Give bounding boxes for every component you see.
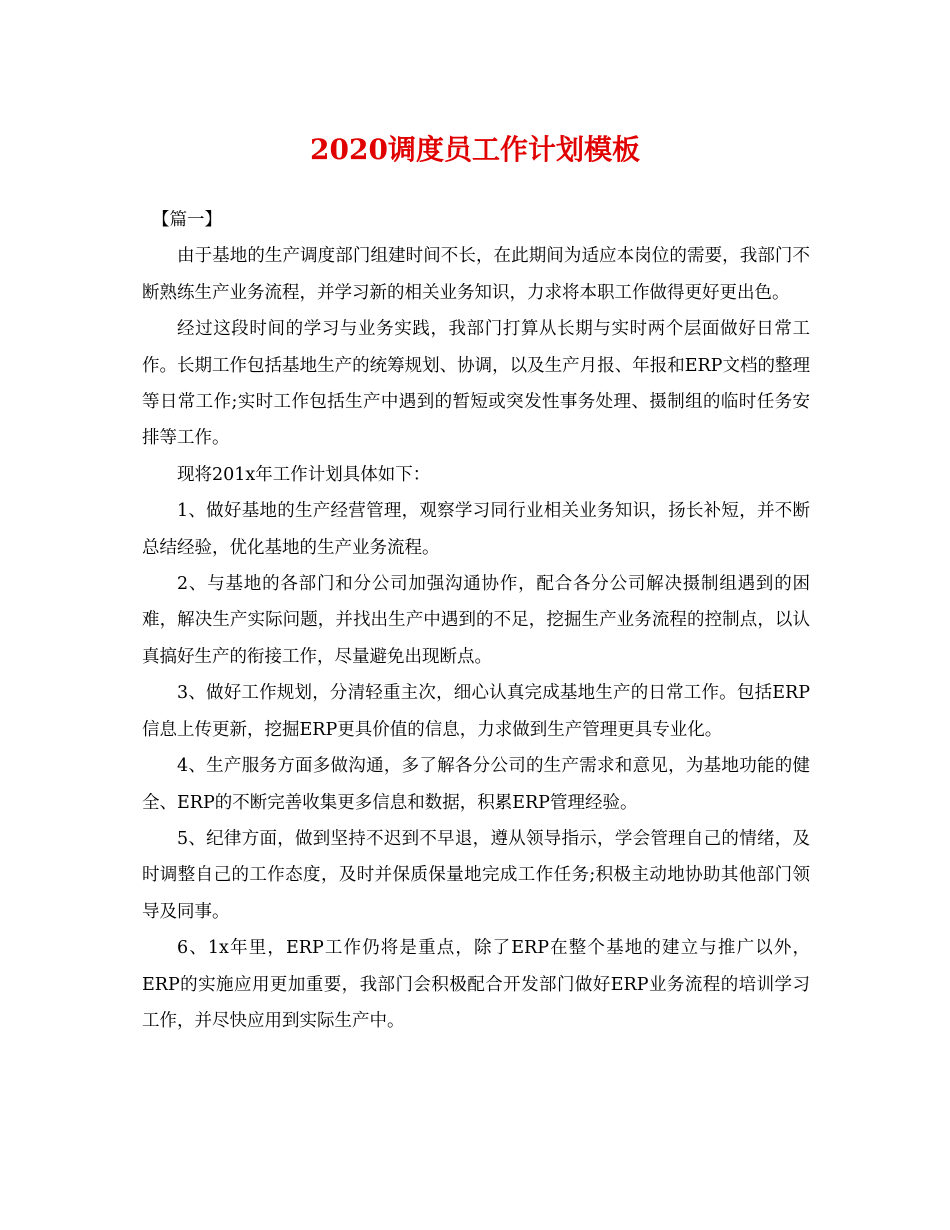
plan-item-2: 2、与基地的各部门和分公司加强沟通协作，配合各分公司解决摄制组遇到的困难，解决生产实际问题，并找出生产中遇到的不足，挖掘生产业务流程的控制点，以认真搞好生产的衔接工作，尽量避免出现断点。 — [142, 574, 810, 667]
section-label: 【篇一】 — [152, 210, 222, 230]
paragraph-intro: 由于基地的生产调度部门组建时间不长，在此期间为适应本岗位的需要，我部门不断熟练生产业务流程，并学习新的相关业务知识，力求将本职工作做得更好更出色。 — [142, 246, 810, 303]
document-body — [142, 202, 810, 1039]
plan-item-6: 6、1x年里，ERP工作仍将是重点，除了ERP在整个基地的建立与推广以外，ERP的实施应用更加重要，我部门会积极配合开发部门做好ERP业务流程的培训学习工作，并尽快应用到实际生产中。 — [142, 938, 810, 1031]
plan-item-3: 3、做好工作规划，分清轻重主次，细心认真完成基地生产的日常工作。包括ERP信息上传更新，挖掘ERP更具价值的信息，力求做到生产管理更具专业化。 — [142, 683, 810, 740]
document-title: 2020调度员工作计划模板 — [310, 133, 640, 166]
plan-item-1: 1、做好基地的生产经营管理，观察学习同行业相关业务知识，扬长补短，并不断总结经验，优化基地的生产业务流程。 — [142, 501, 810, 558]
paragraph-overview: 经过这段时间的学习与业务实践，我部门打算从长期与实时两个层面做好日常工作。长期工作包括基地生产的统筹规划、协调，以及生产月报、年报和ERP文档的整理等日常工作;实时工作包括生产中遇到的暂短或突发性事务处理、摄制组的临时任务安排等工作。 — [142, 319, 810, 449]
plan-item-4: 4、生产服务方面多做沟通，多了解各分公司的生产需求和意见，为基地功能的健全、ERP的不断完善收集更多信息和数据，积累ERP管理经验。 — [142, 756, 810, 813]
plan-item-5: 5、纪律方面，做到坚持不迟到不早退，遵从领导指示，学会管理自己的情绪，及时调整自己的工作态度，及时并保质保量地完成工作任务;积极主动地协助其他部门领导及同事。 — [142, 828, 810, 922]
paragraph-plan-lead: 现将201x年工作计划具体如下： — [177, 464, 431, 485]
